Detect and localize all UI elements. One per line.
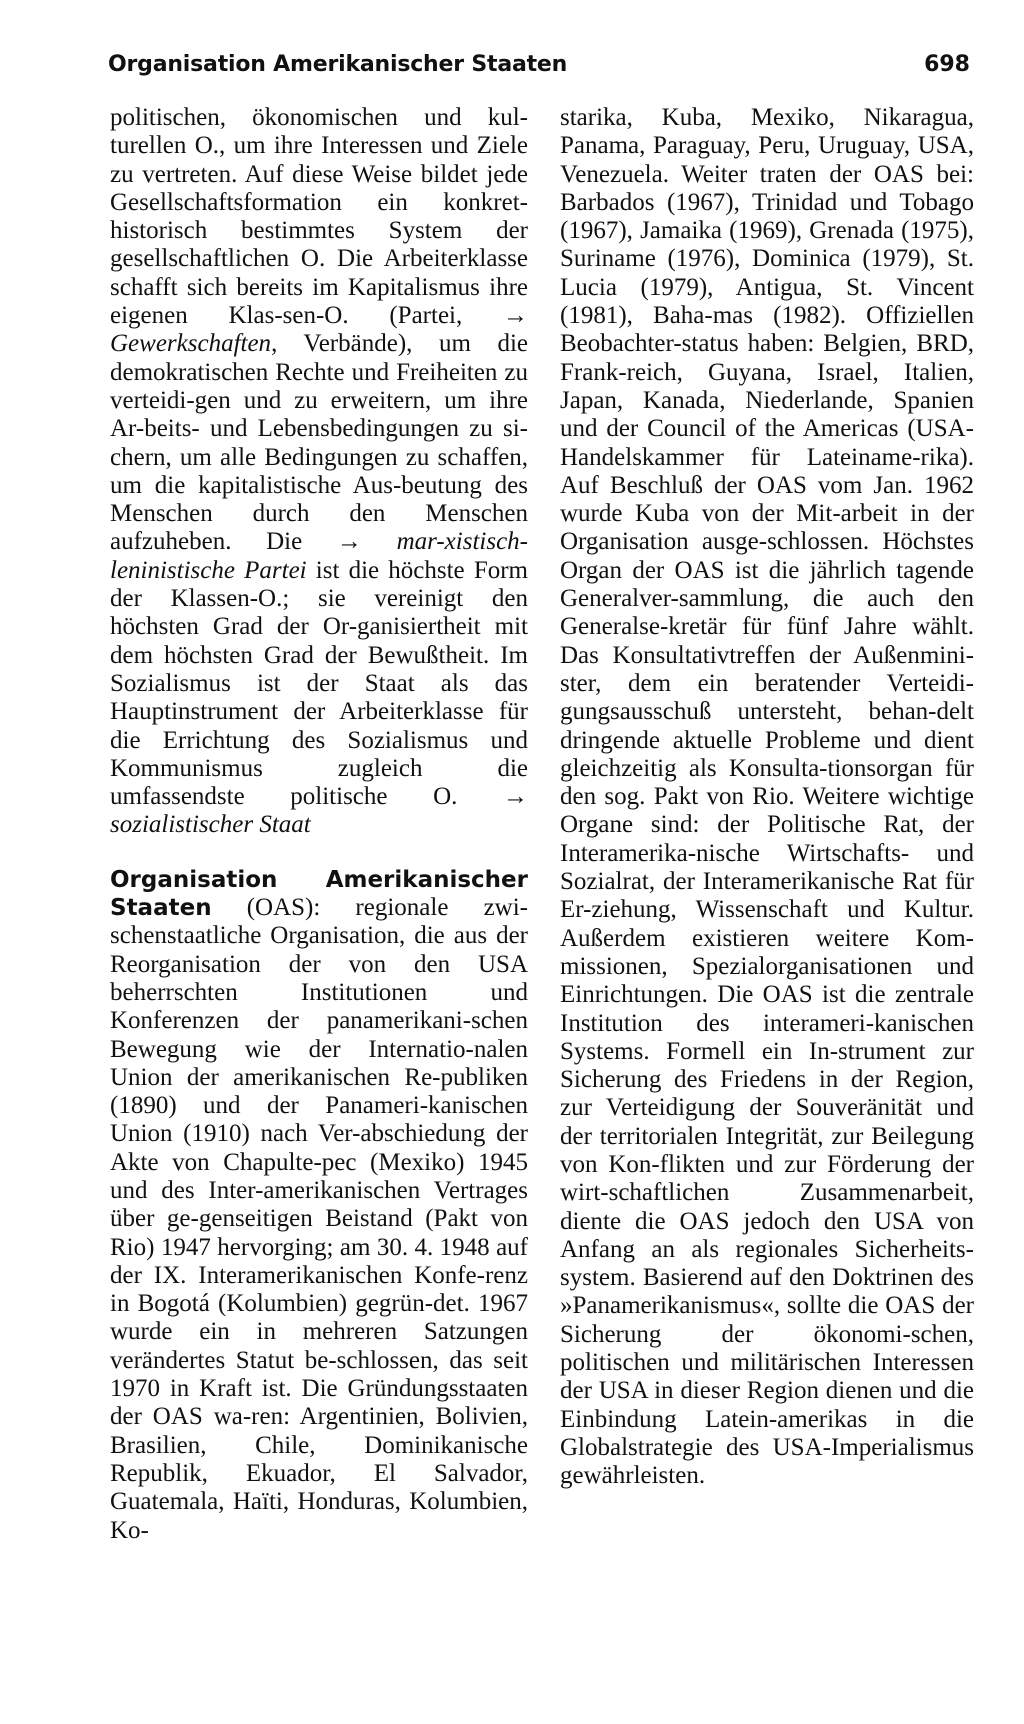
entry-headword: Organisation Amerikanischer Staaten (110, 866, 528, 922)
entry-text: (OAS): regionale zwi-schenstaatliche Organisation, die aus der Reorganisation der von den USA beherrschten Institutionen und Konferenzen der panamerikani-schen Bewegung wie der Internatio-nalen Union der amerikanischen Re-publiken (1890) und der Panameri-kanischen Union (1910) nach Ver-abschiedung der Akte von Chapulte-pec (Mexiko) 1945 und des Inter-amerikanischen Vertrages über ge-genseitigen Beistand (Pakt von Rio) 1947 hervorging; am 30. 4. 1948 auf der IX. Interamerikanischen Konfe-renz in Bogotá (Kolumbien) gegrün-det. 1967 wurde ein in mehreren Satzungen verändertes Statut be-schlossen, das seit 1970 in Kraft ist. Die Gründungsstaaten der OAS wa-ren: Argentinien, Bolivien, Brasilien, Chile, Dominikanische Republik, Ekuador, El Salvador, Guatemala, Haïti, Honduras, Kolumbien, Ko- (110, 894, 528, 1544)
entry-continuation: starika, Kuba, Mexiko, Nikaragua, Panama, Paraguay, Peru, Uruguay, USA, Venezuela. Weiter traten der OAS bei: Barbados (1967), Trinidad und Tobago (1967), Jamaika (1969), Grenada (1975), Suriname (1976), Dominica (1979), St. Lucia (1979), Antigua, St. Vincent (1981), Baha-mas (1982). Offiziellen Beobachter-status haben: Belgien, BRD, Frank-reich, Guyana, Israel, Italien, Japan, Kanada, Niederlande, Spanien und der Council of the Americas (USA-Handelskammer für Lateiname-rika). Auf Beschluß der OAS vom Jan. 1962 wurde Kuba von der Mit-arbeit in der Organisation ausge-schlossen. Höchstes Organ der OAS ist die jährlich tagende Generalver-sammlung, die auch den Generalse-kretär für fünf Jahre wählt. Das Konsultativtreffen der Außenmini-ster, dem ein beratender Verteidi-gungsausschuß untersteht, behan-delt dringende aktuelle Probleme und dient gleichzeitig als Konsulta-tionsorgan für den sog. Pakt von Rio. Weitere wichtige Organe sind: der Politische Rat, der Interamerika-nische Wirtschafts- und Sozialrat, der Interamerikanische Rat für Er-ziehung, Wissenschaft und Kultur. Außerdem existieren weitere Kom-missionen, Spezialorganisationen und Einrichtungen. Die OAS ist die zentrale Institution des interameri-kanischen Systems. Formell ein In-strument zur Sicherung des Friedens in der Region, zur Verteidigung der Souveränität und der territorialen Integrität, zur Beilegung von Kon-flikten und zur Förderung der wirt-schaftlichen Zusammenarbeit, diente die OAS jedoch den USA von Anfang an als regionales Sicherheits-system. Basierend auf den Doktrinen des »Panamerikanismus«, sollte die OAS der Sicherung der ökonomi-schen, politischen und militärischen Interessen der USA in dieser Region dienen und die Einbindung Latein-amerikas in die Globalstrategie des USA-Imperialismus gewährleisten. (560, 104, 974, 1490)
running-head (108, 52, 970, 88)
cross-reference-arrow-icon: → (336, 528, 397, 556)
entry-continuation (110, 104, 528, 840)
cross-reference-link: mar-xistisch-leninistische Partei (110, 528, 528, 584)
page-number: 698 (924, 52, 970, 77)
cross-reference-link: Gewerkschaften (110, 330, 272, 358)
cross-reference-arrow-icon: → (503, 302, 528, 330)
dictionary-entry (110, 866, 528, 1545)
right-column (560, 104, 974, 1491)
text-segment: politischen, ökonomischen und kul-turellen O., um ihre Interessen und Ziele zu vertreten. Auf diese Weise bildet jede Gesellschaftsformation ein konkret-historisch bestimmtes System der gesellschaftlichen O. Die Arbeiterklasse schafft sich bereits im Kapitalismus ihre eigenen Klas-sen-O. (Partei, (110, 104, 528, 330)
text-segment: ist die höchste Form der Klassen-O.; sie vereinigt den höchsten Grad der Or-ganisiertheit mit dem höchsten Grad der Bewußtheit. Im Sozialismus ist der Staat als das Hauptinstrument der Arbeiterklasse für die Errichtung des Sozialismus und Kommunismus zugleich die umfassendste politische O. (110, 556, 528, 811)
text-segment: , Verbände), um die demokratischen Rechte und Freiheiten zu verteidi-gen und zu erweitern, um ihre Ar-beits- und Lebensbedingungen zu si-chern, um alle Bedingungen zu schaffen, um die kapitalistische Aus-beutung des Menschen durch den Menschen aufzuheben. Die (110, 330, 528, 556)
running-head-title: Organisation Amerikanischer Staaten (108, 52, 568, 77)
cross-reference-link: sozialistischer Staat (110, 811, 311, 839)
cross-reference-arrow-icon: → (503, 783, 528, 811)
left-column (110, 104, 528, 1545)
